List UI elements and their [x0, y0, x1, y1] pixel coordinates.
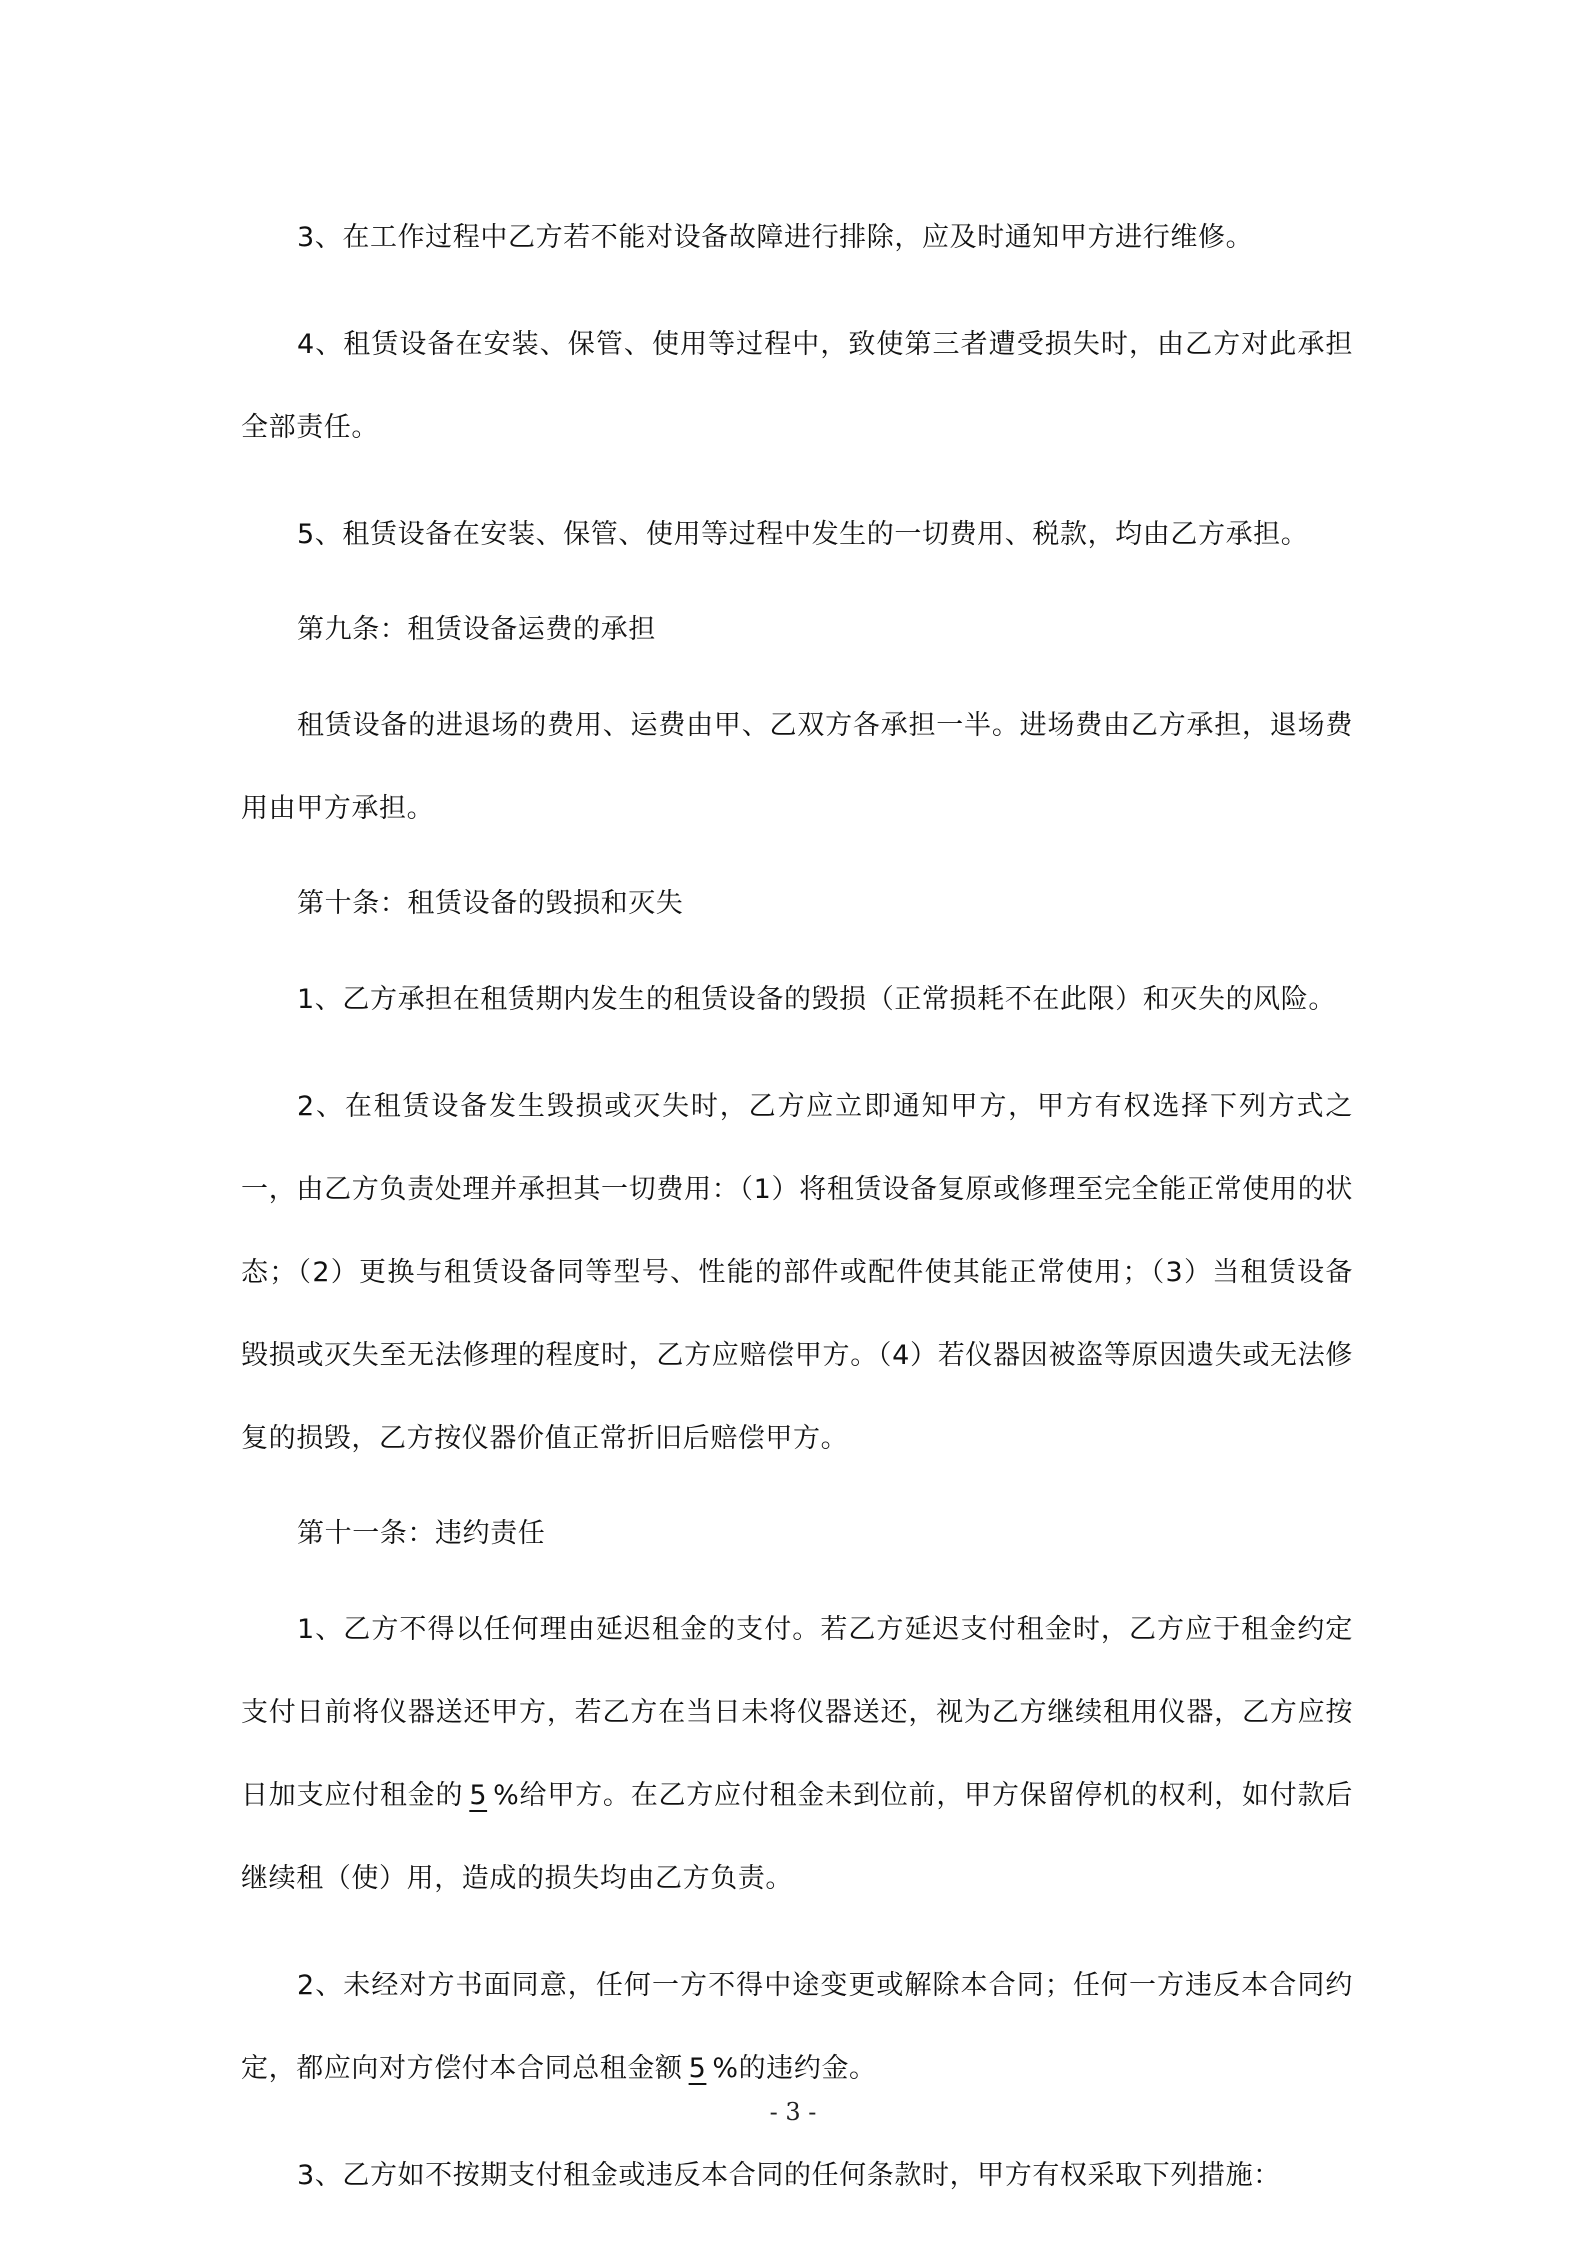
clause-11-1-text-a: 1、乙方不得以任何理由延迟租金的支付。若乙方延迟支付租金时，乙方应于租金约定支付日前将仪器送还甲方，若乙方在当日未将仪器送还，视为乙方继续租用仪器，乙方应按日加支应付租金的 — [241, 1614, 1353, 1811]
clause-10-1: 1、乙方承担在租赁期内发生的租赁设备的毁损（正常损耗不在此限）和灭失的风险。 — [297, 984, 1336, 1015]
article-10-heading: 第十条：租赁设备的毁损和灭失 — [297, 888, 684, 919]
clause-11-1-text-b: %给甲方。在乙方应付租金未到位前，甲方保留停机的权利，如付款后继续租（使）用，造成的损失均由乙方负责。 — [241, 1780, 1353, 1894]
article-11-heading: 第十一条：违约责任 — [297, 1518, 546, 1549]
article-9-heading: 第九条：租赁设备运费的承担 — [297, 614, 656, 645]
clause-8-4: 4、租赁设备在安装、保管、使用等过程中，致使第三者遭受损失时，由乙方对此承担全部责任。 — [241, 329, 1353, 443]
clause-11-2-text-b: %的违约金。 — [712, 2053, 877, 2084]
clause-8-5: 5、租赁设备在安装、保管、使用等过程中发生的一切费用、税款，均由乙方承担。 — [297, 519, 1309, 550]
page-number: - 3 - — [769, 2098, 817, 2126]
clause-10-2: 2、在租赁设备发生毁损或灭失时，乙方应立即通知甲方，甲方有权选择下列方式之一，由乙方负责处理并承担其一切费用：（1）将租赁设备复原或修理至完全能正常使用的状态；（2）更换与租赁设备同等型号、性能的部件或配件使其能正常使用；（3）当租赁设备毁损或灭失至无法修理的程度时，乙方应赔偿甲方。（4）若仪器因被盗等原因遗失或无法修复的损毁，乙方按仪器价值正常折旧后赔偿甲方。 — [241, 1091, 1353, 1454]
article-9-body: 租赁设备的进退场的费用、运费由甲、乙双方各承担一半。进场费由乙方承担，退场费用由甲方承担。 — [241, 710, 1353, 824]
clause-11-3: 3、乙方如不按期支付租金或违反本合同的任何条款时，甲方有权采取下列措施： — [297, 2160, 1281, 2191]
clause-11-1 — [241, 1588, 1353, 1920]
clause-11-2 — [241, 1944, 1353, 2110]
document-body — [241, 196, 1353, 2217]
late-fee-rate: 5 — [469, 1780, 488, 1811]
clause-8-3: 3、在工作过程中乙方若不能对设备故障进行排除，应及时通知甲方进行维修。 — [297, 222, 1254, 253]
clause-11-2-text-a: 2、未经对方书面同意，任何一方不得中途变更或解除本合同；任何一方违反本合同约定，都应向对方偿付本合同总租金额 — [241, 1970, 1353, 2084]
penalty-rate: 5 — [688, 2053, 707, 2084]
